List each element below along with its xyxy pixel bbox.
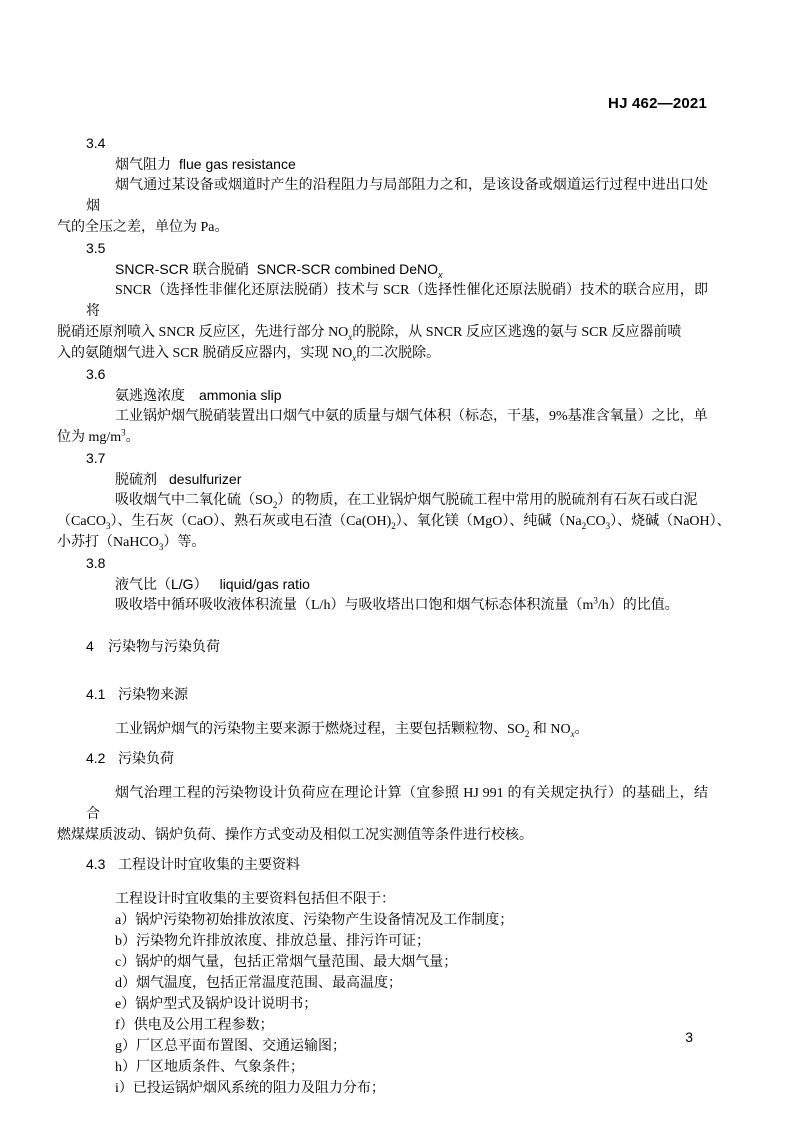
section-heading-4-3 bbox=[86, 854, 708, 875]
subscript: 2 bbox=[272, 499, 278, 510]
term-en: desulfurizer bbox=[169, 471, 242, 487]
subscript: 3 bbox=[158, 541, 164, 552]
list-item: c）锅炉的烟气量，包括正常烟气量范围、最大烟气量； bbox=[115, 955, 458, 970]
term-3-8 bbox=[86, 574, 708, 595]
section-number: 4.2 bbox=[86, 750, 106, 766]
text-line: 燃煤煤质波动、锅炉负荷、操作方式变动及相似工况实测值等条件进行校核。 bbox=[57, 828, 533, 843]
chapter-number: 4 bbox=[86, 638, 94, 654]
subscript: 2 bbox=[524, 728, 530, 739]
section-heading-4-2 bbox=[86, 748, 708, 769]
section-heading-4-1 bbox=[86, 684, 708, 705]
text: （CaCO bbox=[57, 514, 106, 529]
definition-line: 烟气通过某设备或烟道时产生的沿程阻力与局部阻力之和，是该设备或烟道运行过程中进出口处烟 bbox=[86, 178, 708, 214]
text: ）、生石灰（CaO）、熟石灰或电石渣（Ca(OH) bbox=[110, 514, 392, 529]
term-3-7 bbox=[86, 469, 708, 490]
definition-line bbox=[57, 532, 205, 553]
term-3-4 bbox=[86, 154, 708, 175]
text: 脱硝还原剂喷入 SNCR 反应区，先进行部分 NO bbox=[57, 325, 349, 340]
page-number: 3 bbox=[685, 1029, 693, 1045]
term-cn: 烟气阻力 bbox=[115, 156, 171, 172]
term-en: ammonia slip bbox=[199, 387, 282, 403]
clause-number-3-7: 3.7 bbox=[86, 450, 106, 466]
definition-3-6 bbox=[57, 406, 708, 448]
text: 的脱除，从 SNCR 反应区逃逸的氨与 SCR 反应器前喷 bbox=[352, 325, 682, 340]
text: /h）的比值。 bbox=[597, 598, 679, 613]
list-item: h）厂区地质条件、气象条件； bbox=[115, 1060, 304, 1075]
text: 吸收塔中循环吸收液体积流量（L/h）与吸收塔出口饱和烟气标态体积流量（m bbox=[115, 598, 594, 613]
text-line: 烟气治理工程的污染物设计负荷应在理论计算（宜参照 HJ 991 的有关规定执行）的基础上，结合 bbox=[86, 786, 708, 822]
term-cn: 脱硫剂 bbox=[115, 471, 157, 487]
chapter-heading-4 bbox=[86, 636, 708, 657]
paragraph-4-1 bbox=[86, 719, 708, 740]
text: ）等。 bbox=[163, 535, 206, 550]
text: CO bbox=[586, 514, 606, 529]
section-number: 4.3 bbox=[86, 856, 106, 872]
subscript: 2 bbox=[391, 520, 396, 531]
section-number: 4.1 bbox=[86, 686, 106, 702]
clause-number-3-8: 3.8 bbox=[86, 555, 106, 571]
definition-line bbox=[57, 427, 140, 448]
list-item: i）已投运锅炉烟风系统的阻力及阻力分布； bbox=[115, 1081, 385, 1096]
term-cn: 液气比（L/G） bbox=[115, 576, 208, 592]
clause-number-3-6: 3.6 bbox=[86, 366, 106, 382]
section-title: 污染负荷 bbox=[118, 750, 174, 766]
superscript: 3 bbox=[593, 595, 598, 606]
definition-3-5 bbox=[57, 280, 708, 364]
definition-line bbox=[57, 511, 731, 532]
section-title: 污染物来源 bbox=[118, 686, 188, 702]
page-content bbox=[57, 133, 731, 1099]
list-item: b）污染物允许排放浓度、排放总量、排污许可证； bbox=[115, 934, 430, 949]
definition-line bbox=[115, 493, 697, 508]
subscript: x bbox=[438, 269, 443, 280]
subscript: x bbox=[352, 352, 357, 363]
paragraph-4-3-intro: 工程设计时宜收集的主要资料包括但不限于： bbox=[115, 892, 395, 907]
text: 工业锅炉烟气的污染物主要来源于燃烧过程，主要包括颗粒物、SO bbox=[115, 722, 525, 737]
term-cn: 氨逃逸浓度 bbox=[115, 387, 185, 403]
text: 和 NO bbox=[529, 722, 571, 737]
subscript: x bbox=[570, 728, 575, 739]
term-cn: SNCR-SCR 联合脱硝 bbox=[115, 261, 249, 277]
list-item: e）锅炉型式及锅炉设计说明书； bbox=[115, 997, 318, 1012]
text: ）的物质，在工业锅炉烟气脱硫工程中常用的脱硫剂有石灰石或白泥 bbox=[277, 493, 698, 508]
definition-line: 气的全压之差，单位为 Pa。 bbox=[57, 220, 229, 235]
superscript: 3 bbox=[121, 427, 126, 438]
definition-line: SNCR（选择性非催化还原法脱硝）技术与 SCR（选择性催化还原法脱硝）技术的联合应用，即将 bbox=[86, 283, 708, 319]
term-3-6 bbox=[86, 385, 708, 406]
term-en: liquid/gas ratio bbox=[219, 576, 310, 592]
definition-3-8 bbox=[86, 595, 708, 616]
term-en-text: SNCR-SCR combined DeNO bbox=[256, 261, 439, 277]
text: 吸收烟气中二氧化硫（SO bbox=[115, 493, 273, 508]
definition-line bbox=[57, 322, 681, 343]
text: 。 bbox=[125, 430, 140, 445]
clause-number-3-4: 3.4 bbox=[86, 135, 106, 151]
term-3-5 bbox=[86, 259, 708, 280]
list-item: a）锅炉污染物初始排放浓度、污染物产生设备情况及工作制度； bbox=[115, 913, 514, 928]
list-item: d）烟气温度，包括正常温度范围、最高温度； bbox=[115, 976, 402, 991]
text: 。 bbox=[574, 722, 589, 737]
text: ）、烧碱（NaOH）、 bbox=[610, 514, 731, 529]
chapter-title: 污染物与污染负荷 bbox=[108, 638, 220, 654]
list-item: f）供电及公用工程参数； bbox=[115, 1018, 274, 1033]
subscript: 3 bbox=[605, 520, 611, 531]
term-en bbox=[256, 261, 443, 280]
text: 小苏打（NaHCO bbox=[57, 535, 159, 550]
text: 位为 mg/m bbox=[57, 430, 122, 445]
term-en: flue gas resistance bbox=[179, 156, 296, 172]
text: 的二次脱除。 bbox=[356, 346, 441, 361]
definition-3-7 bbox=[57, 490, 731, 553]
standard-number: HJ 462—2021 bbox=[608, 95, 707, 112]
list-item: g）厂区总平面布置图、交通运输图； bbox=[115, 1039, 346, 1054]
definition-3-4 bbox=[57, 175, 708, 238]
definition-line bbox=[57, 343, 440, 364]
subscript: x bbox=[348, 331, 353, 342]
text: 入的氨随烟气进入 SCR 脱硝反应器内，实现 NO bbox=[57, 346, 353, 361]
section-title: 工程设计时宜收集的主要资料 bbox=[118, 856, 300, 872]
subscript: 2 bbox=[581, 520, 587, 531]
definition-line: 工业锅炉烟气脱硝装置出口烟气中氨的质量与烟气体积（标态，干基，9%基准含氧量）之比，单 bbox=[115, 409, 708, 424]
subscript: 3 bbox=[106, 520, 111, 531]
paragraph-4-2 bbox=[57, 783, 708, 846]
clause-number-3-5: 3.5 bbox=[86, 240, 106, 256]
text: ）、氧化镁（MgO）、纯碱（Na bbox=[395, 514, 582, 529]
